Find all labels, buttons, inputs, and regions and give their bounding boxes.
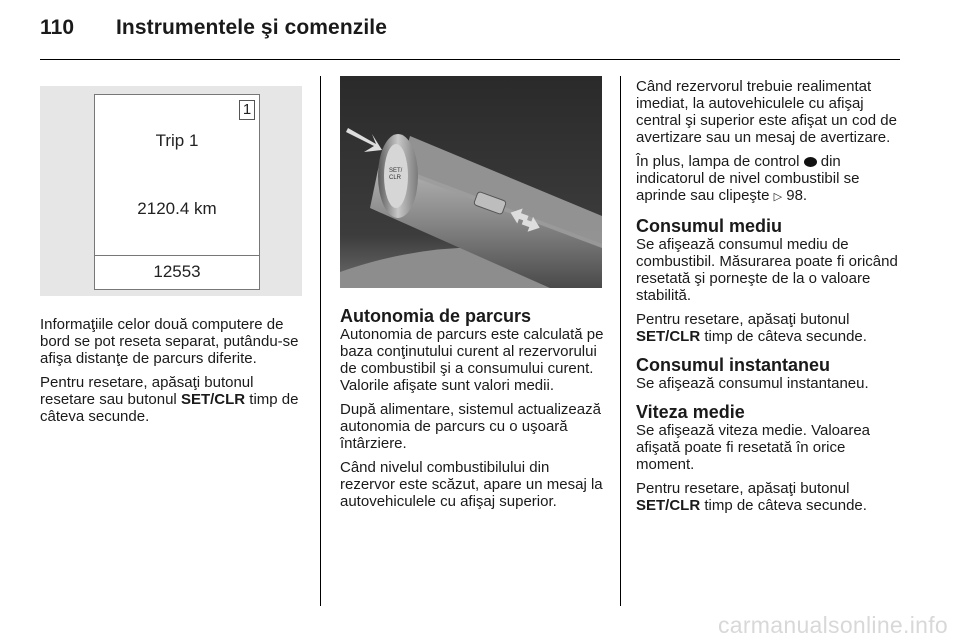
page-header: [40, 16, 387, 40]
section-viteza-medie: [636, 402, 904, 514]
col3-paragraph-2: [636, 153, 904, 206]
col3-p7-text: Pentru resetare, apăsaţi butonul: [636, 480, 850, 497]
col1-paragraph-2: [40, 374, 308, 425]
col3-p7-bold: SET/CLR: [636, 497, 701, 514]
heading-viteza-medie: Viteza medie: [636, 402, 745, 422]
column-2: [340, 306, 604, 517]
control-lamp-icon: [804, 157, 817, 167]
col2-paragraph-3: Când nivelul combustibilului din rezervor este scăzut, apare un mesaj la autovehiculele cu afişaj superior.: [340, 459, 603, 510]
col2-paragraph-2: După alimentare, sistemul actualizează autonomia de parcurs cu o uşoară întârziere.: [340, 401, 601, 452]
page-ref-arrow-icon: ▷: [773, 191, 783, 203]
odometer-value: 12553: [153, 262, 201, 281]
switch-label-set: SET/: [389, 168, 403, 174]
col3-p4-tail: timp de câteva secunde.: [700, 328, 867, 345]
column-divider-1: [320, 76, 321, 606]
heading-consum-mediu: Consumul mediu: [636, 216, 783, 236]
heading-autonomia: Autonomia de parcurs: [340, 306, 532, 326]
col3-p2-ref: 98.: [786, 187, 808, 204]
stalk-switch-figure: [340, 76, 602, 288]
col1-paragraph-1: Informaţiile celor două computere de bord se pot reseta separat, putându-se afişa distanţe de parcurs diferite.: [40, 316, 299, 367]
trip-distance: 2120.4 km: [137, 199, 217, 218]
col3-paragraph-4: [636, 311, 904, 345]
col1-p2-bold: SET/CLR: [180, 391, 246, 408]
col3-paragraph-7: [636, 480, 904, 514]
col1-p2-text: Pentru resetare, apăsaţi butonul resetare sau butonul: [40, 374, 254, 408]
switch-label-clr: CLR: [389, 175, 402, 181]
trip-display-screen: [94, 94, 260, 290]
page-number: 110: [40, 16, 75, 39]
col3-p2-text: În plus, lampa de control: [636, 153, 804, 170]
section-consum-instantaneu: [636, 355, 904, 392]
header-rule: [40, 59, 900, 60]
col3-p4-bold: SET/CLR: [636, 328, 701, 345]
trip-display-figure: [40, 86, 302, 296]
col3-paragraph-3: Se afişează consumul mediu de combustibil. Măsurarea poate fi oricând resetată şi porneşte de la o valoare stabilită.: [636, 236, 898, 304]
col3-p4-text: Pentru resetare, apăsaţi butonul: [636, 311, 850, 328]
col3-paragraph-6: Se afişează viteza medie. Valoarea afişată poate fi resetată în orice moment.: [636, 422, 871, 473]
stalk-illustration: [340, 76, 602, 288]
trip-index-box: 1: [239, 100, 255, 120]
col2-paragraph-1: Autonomia de parcurs este calculată pe baza conţinutului curent al rezervorului de combustibil şi a consumului curent. Valorile afişate sunt valori medii.: [340, 326, 604, 394]
column-3: [636, 78, 904, 521]
page-title: Instrumentele şi comenzile: [116, 16, 388, 39]
col3-paragraph-1: Când rezervorul trebuie realimentat imediat, la autovehiculele cu afişaj central şi superior este afişat un cod de avertizare sau un mesaj de avertizare.: [636, 78, 897, 146]
trip-label: Trip 1: [155, 131, 199, 150]
col3-p2-mid: din indicatorul de nivel combustibil se aprinde sau clipeşte: [636, 153, 860, 204]
column-divider-2: [620, 76, 621, 606]
col3-paragraph-5: Se afişează consumul instantaneu.: [636, 375, 869, 392]
col3-p7-tail: timp de câteva secunde.: [700, 497, 867, 514]
display-divider: [95, 255, 259, 256]
heading-consum-instantaneu: Consumul instantaneu: [636, 355, 831, 375]
watermark-logo: carmanualsonline.info: [717, 612, 948, 638]
col1-p2-tail: timp de câteva secunde.: [40, 391, 299, 425]
section-consum-mediu: [636, 216, 904, 345]
column-1: [40, 316, 308, 432]
